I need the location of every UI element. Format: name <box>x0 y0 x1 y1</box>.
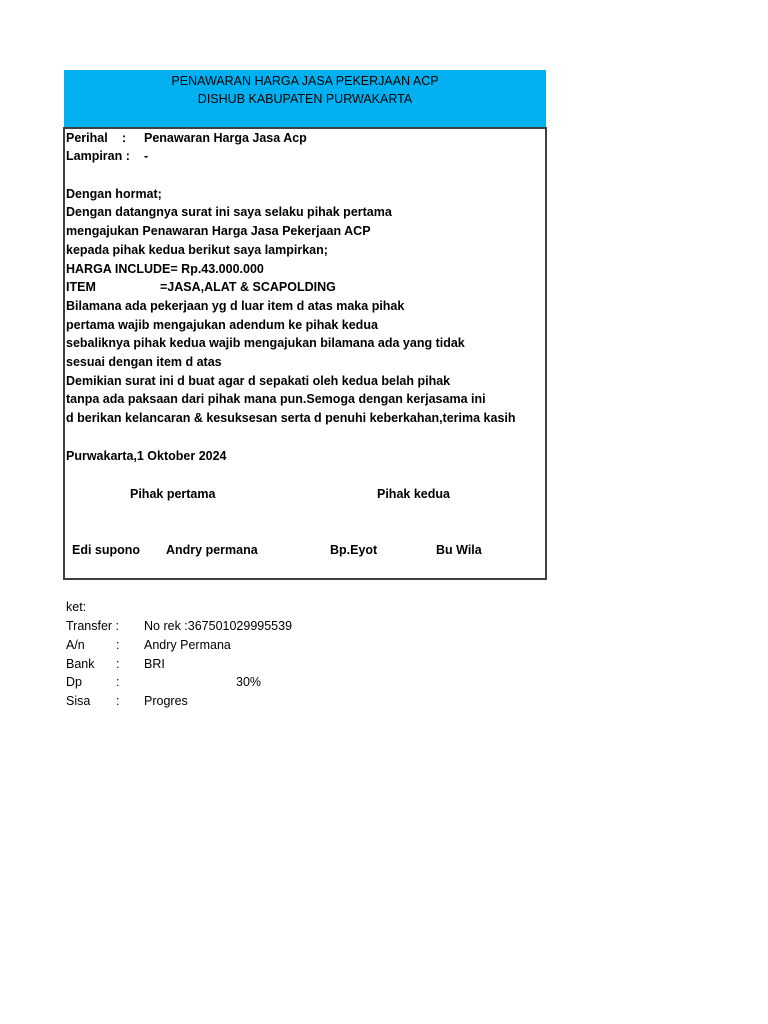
bank-colon: : <box>116 657 120 671</box>
greeting: Dengan hormat; <box>66 187 162 201</box>
signatory-name: Edi supono <box>72 543 141 557</box>
transfer-value: No rek :367501029995539 <box>144 619 293 633</box>
dp-value: 30% <box>236 675 262 689</box>
dp-colon: : <box>116 675 120 689</box>
lampiran-value: - <box>144 149 149 163</box>
signatory-name: Bp.Eyot <box>330 543 378 557</box>
body-line: Demikian surat ini d buat agar d sepakati oleh kedua belah pihak <box>66 374 451 388</box>
party-1-label: Pihak pertama <box>130 487 216 501</box>
ket-label: ket: <box>66 600 87 614</box>
perihal-value: Penawaran Harga Jasa Acp <box>144 131 307 145</box>
body-line: Bilamana ada pekerjaan yg d luar item d atas maka pihak <box>66 299 405 313</box>
item-value: =JASA,ALAT & SCAPOLDING <box>160 280 336 294</box>
bank-value: BRI <box>144 657 165 671</box>
header-title-line-2: DISHUB KABUPATEN PURWAKARTA <box>197 92 413 106</box>
an-value: Andry Permana <box>144 638 231 652</box>
transfer-label: Transfer : <box>66 619 120 633</box>
sisa-value: Progres <box>144 694 188 708</box>
price-line: HARGA INCLUDE= Rp.43.000.000 <box>66 262 264 276</box>
signatory-name: Andry permana <box>166 543 258 557</box>
an-colon: : <box>116 638 120 652</box>
signatory-name: Bu Wila <box>436 543 482 557</box>
place-date: Purwakarta,1 Oktober 2024 <box>66 449 227 463</box>
an-label: A/n <box>66 638 85 652</box>
sisa-label: Sisa <box>66 694 91 708</box>
body-line: sesuai dengan item d atas <box>66 355 222 369</box>
party-2-label: Pihak kedua <box>377 487 450 501</box>
bank-label: Bank <box>66 657 95 671</box>
header-title-line-1: PENAWARAN HARGA JASA PEKERJAAN ACP <box>171 74 439 88</box>
body-line: tanpa ada paksaan dari pihak mana pun.Semoga dengan kerjasama ini <box>66 392 486 406</box>
body-line: mengajukan Penawaran Harga Jasa Pekerjaan ACP <box>66 224 371 238</box>
body-line: Dengan datangnya surat ini saya selaku pihak pertama <box>66 205 392 219</box>
perihal-colon: : <box>122 131 127 145</box>
lampiran-label: Lampiran : <box>66 149 130 163</box>
body-line: sebaliknya pihak kedua wajib mengajukan bilamana ada yang tidak <box>66 336 465 350</box>
body-line: pertama wajib mengajukan adendum ke pihak kedua <box>66 318 378 332</box>
body-line: kepada pihak kedua berikut saya lampirkan; <box>66 243 328 257</box>
item-label: ITEM <box>66 280 96 294</box>
perihal-label: Perihal <box>66 131 108 145</box>
dp-label: Dp <box>66 675 82 689</box>
sisa-colon: : <box>116 694 120 708</box>
body-line: d berikan kelancaran & kesuksesan serta d penuhi keberkahan,terima kasih <box>66 411 516 425</box>
document-header <box>64 70 546 127</box>
